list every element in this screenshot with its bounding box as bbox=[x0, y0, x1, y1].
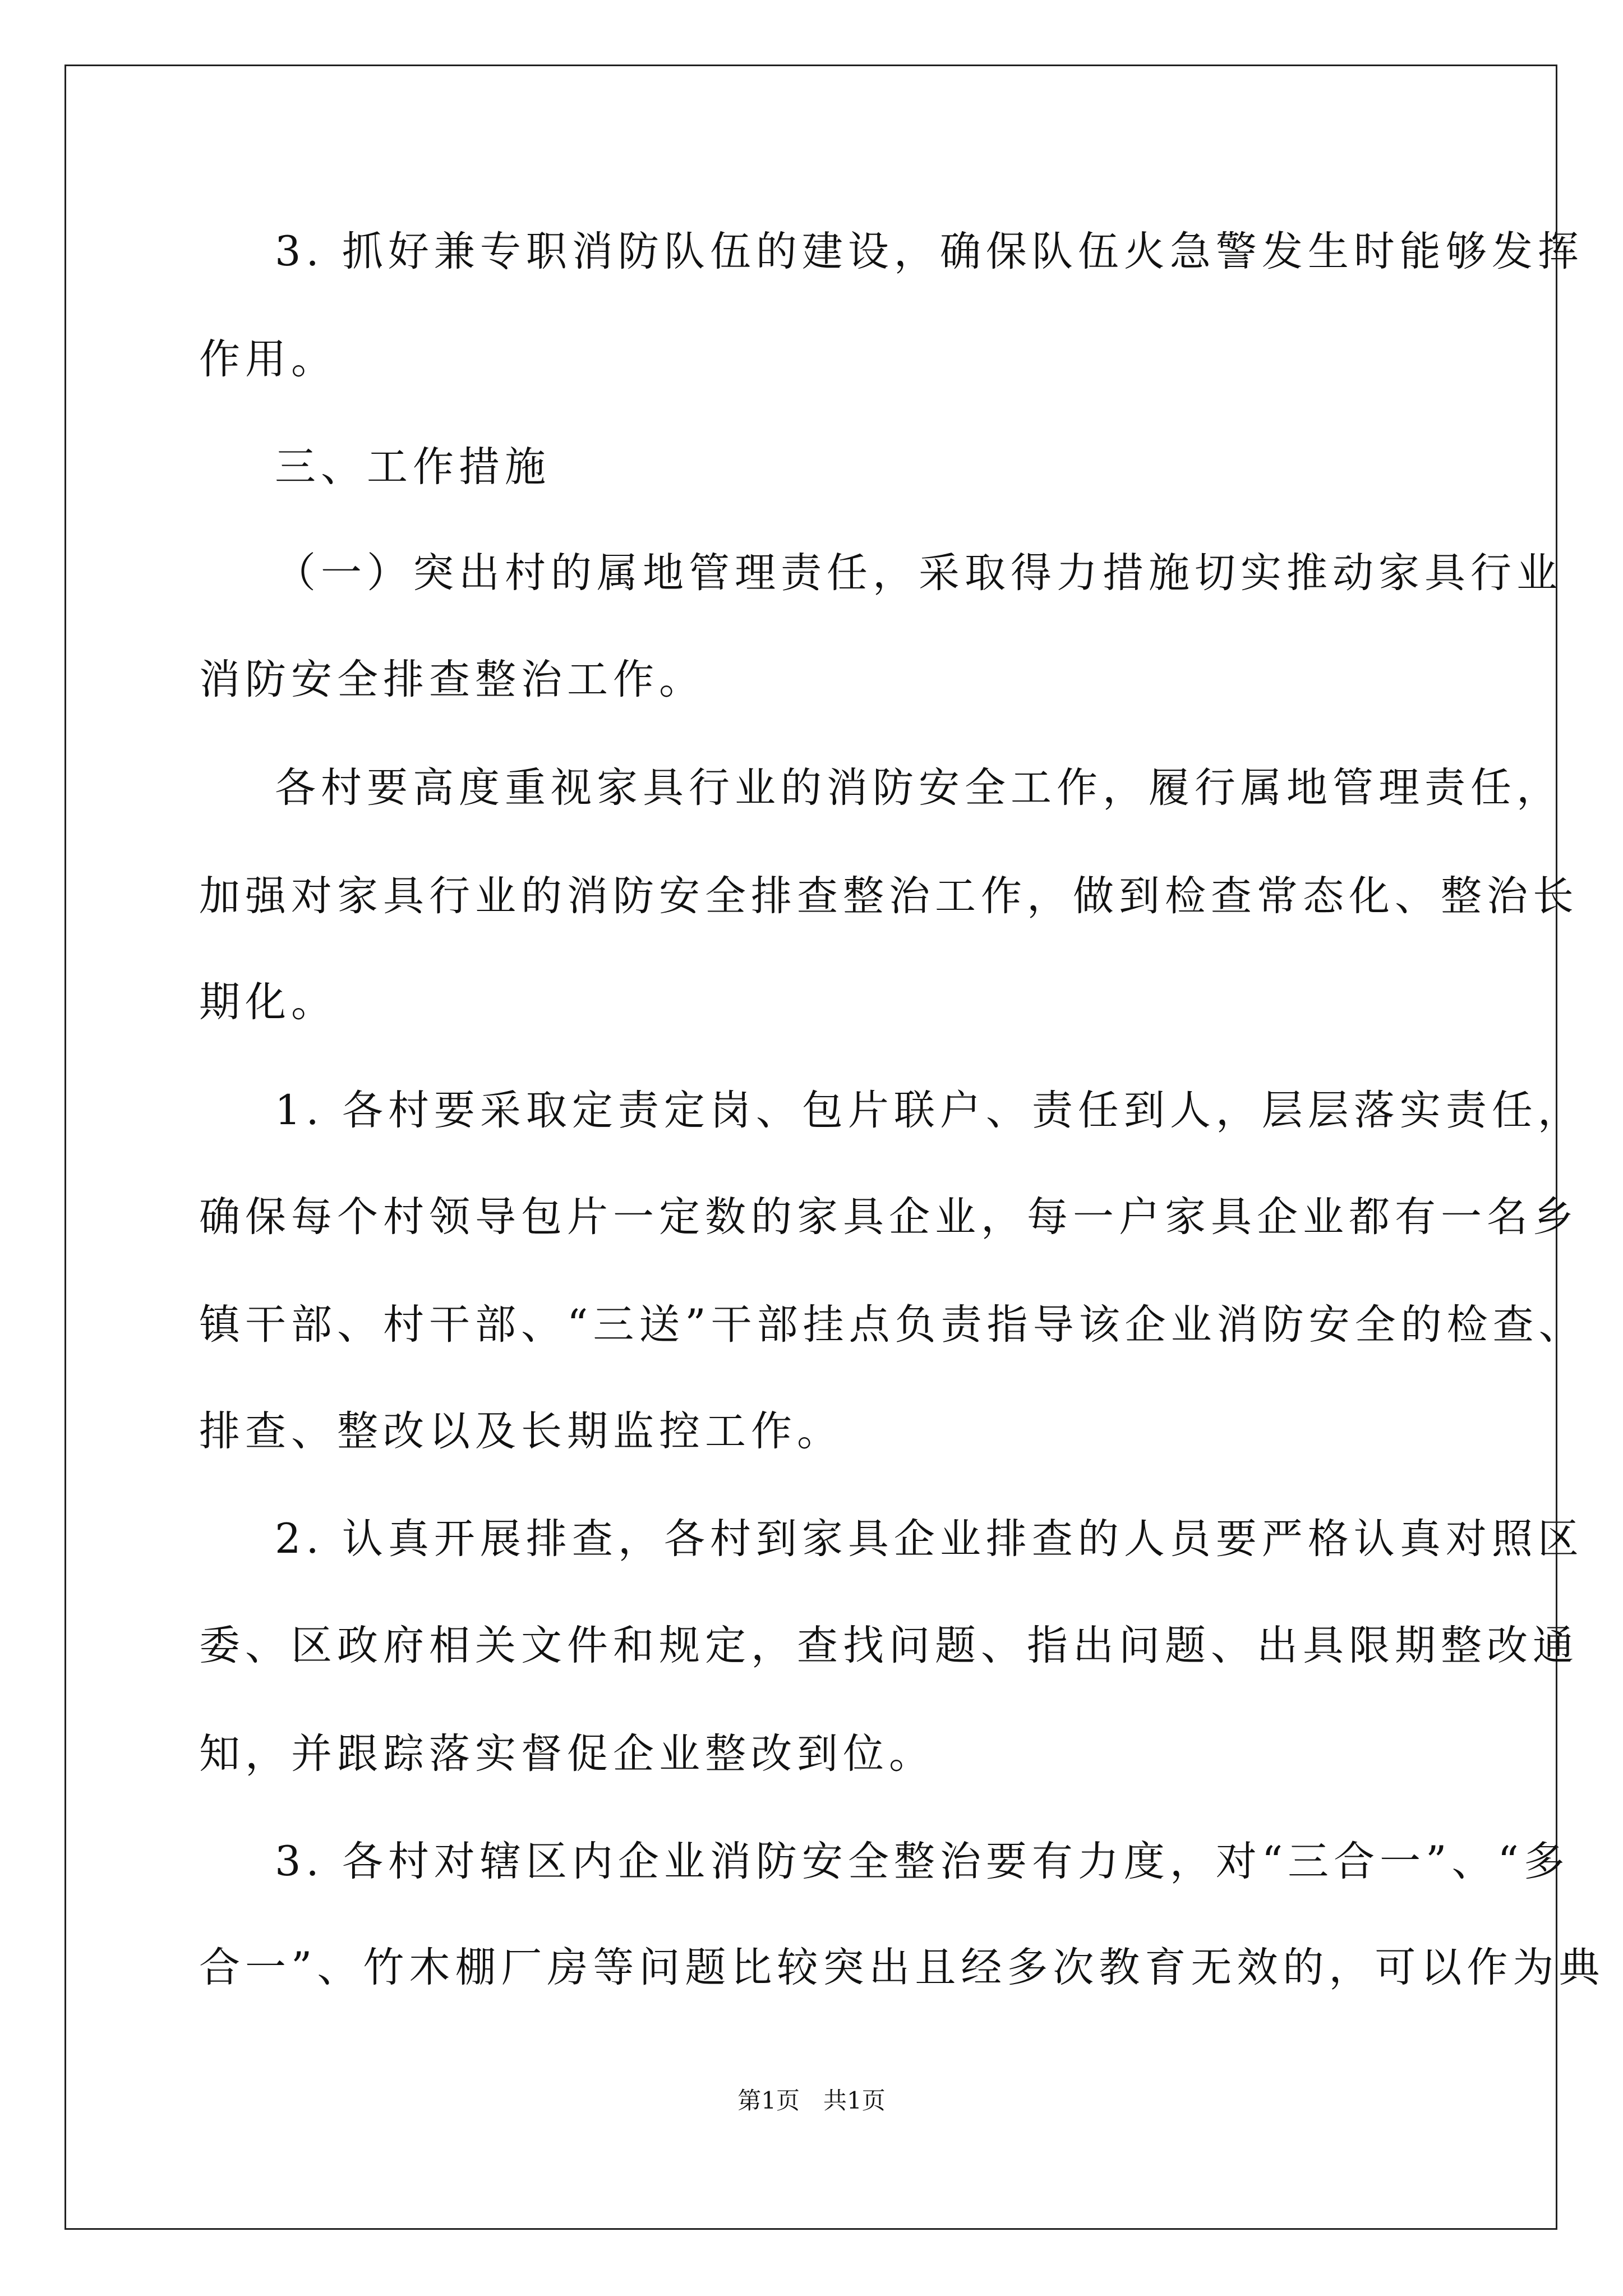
text-line: 加强对家具行业的消防安全排查整治工作，做到检查常态化、整治长 bbox=[199, 872, 1579, 920]
text-line: 期化。 bbox=[199, 978, 337, 1026]
text-line: 知，并跟踪落实督促企业整改到位。 bbox=[199, 1730, 935, 1778]
text-line: 2. 认真开展排查，各村到家具企业排查的人员要严格认真对照区 bbox=[275, 1515, 1584, 1563]
text-line: 合一”、竹木棚厂房等问题比较突出且经多次教育无效的，可以作为典 bbox=[199, 1944, 1605, 1991]
text-line: 确保每个村领导包片一定数的家具企业，每一户家具企业都有一名乡 bbox=[199, 1193, 1579, 1241]
text-line: 作用。 bbox=[199, 335, 337, 383]
subsection-heading: （一）突出村的属地管理责任，采取得力措施切实推动家具行业 bbox=[275, 549, 1562, 597]
text-line: 3. 各村对辖区内企业消防安全整治要有力度，对“三合一”、“多 bbox=[275, 1838, 1570, 1885]
page-footer: 第1页 共1页 bbox=[737, 2087, 886, 2114]
text-line: 排查、整改以及长期监控工作。 bbox=[199, 1407, 843, 1455]
text-line: 3. 抓好兼专职消防队伍的建设，确保队伍火急警发生时能够发挥 bbox=[275, 228, 1584, 275]
text-line: 委、区政府相关文件和规定，查找问题、指出问题、出具限期整改通 bbox=[199, 1622, 1579, 1669]
text-line: 1. 各村要采取定责定岗、包片联户、责任到人，层层落实责任， bbox=[275, 1087, 1584, 1134]
text-line: 镇干部、村干部、“三送”干部挂点负责指导该企业消防安全的检查、 bbox=[199, 1301, 1585, 1349]
text-line: 各村要高度重视家具行业的消防安全工作，履行属地管理责任， bbox=[275, 764, 1562, 812]
section-heading: 三、工作措施 bbox=[275, 443, 551, 491]
page-border bbox=[64, 65, 1557, 2230]
subsection-heading: 消防安全排查整治工作。 bbox=[199, 656, 705, 703]
